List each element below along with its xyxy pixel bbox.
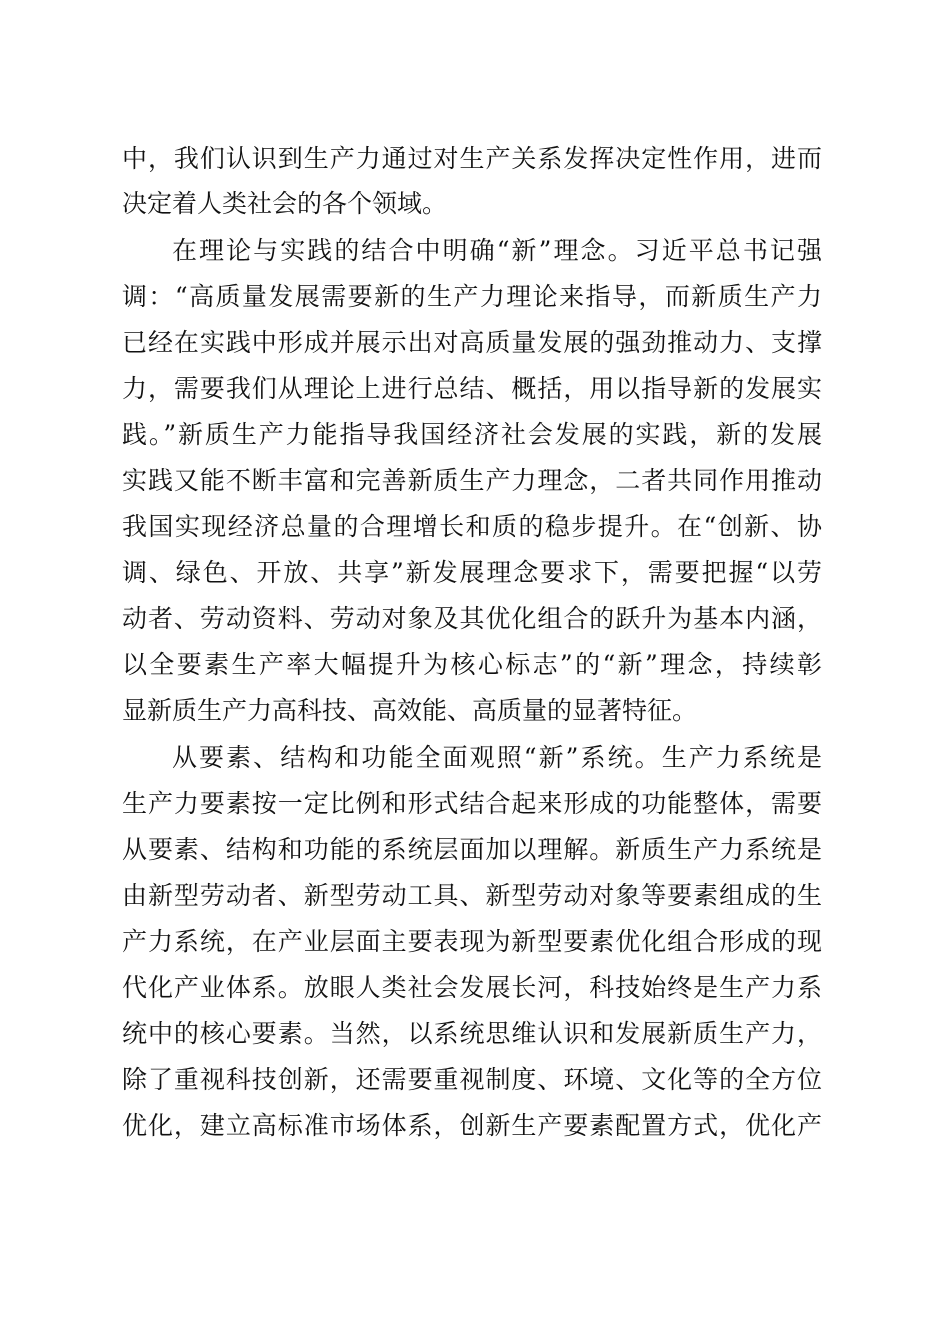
text-line: 从要素、结构和功能的系统层面加以理解。新质生产力系统是 — [122, 835, 822, 864]
paragraph-heading-line: 从要素、结构和功能全面观照“新”系统。生产力系统是 — [172, 743, 822, 772]
paragraph-heading-line: 在理论与实践的结合中明确“新”理念。习近平总书记强 — [172, 236, 822, 265]
text-line: 生产力要素按一定比例和形式结合起来形成的功能整体，需要 — [122, 789, 822, 818]
text-line: 以全要素生产率大幅提升为核心标志”的“新”理念，持续彰 — [122, 650, 822, 679]
text-line: 统中的核心要素。当然，以系统思维认识和发展新质生产力， — [122, 1019, 822, 1048]
text-line: 实践又能不断丰富和完善新质生产力理念，二者共同作用推动 — [122, 466, 822, 495]
text-line: 产力系统，在产业层面主要表现为新型要素优化组合形成的现 — [122, 927, 822, 956]
text-line: 除了重视科技创新，还需要重视制度、环境、文化等的全方位 — [122, 1065, 822, 1094]
text-line: 代化产业体系。放眼人类社会发展长河，科技始终是生产力系 — [122, 973, 822, 1002]
text-line: 决定着人类社会的各个领域。 — [122, 189, 448, 218]
text-line: 优化，建立高标准市场体系，创新生产要素配置方式，优化产 — [122, 1111, 822, 1140]
text-line: 动者、劳动资料、劳动对象及其优化组合的跃升为基本内涵， — [122, 604, 822, 633]
text-line: 调、绿色、开放、共享”新发展理念要求下，需要把握“以劳 — [122, 558, 822, 587]
text-line: 力，需要我们从理论上进行总结、概括，用以指导新的发展实 — [122, 374, 822, 403]
text-line: 践。”新质生产力能指导我国经济社会发展的实践，新的发展 — [122, 420, 822, 449]
text-line: 已经在实践中形成并展示出对高质量发展的强劲推动力、支撑 — [122, 328, 822, 357]
text-line: 由新型劳动者、新型劳动工具、新型劳动对象等要素组成的生 — [122, 881, 822, 910]
text-line: 调：“高质量发展需要新的生产力理论来指导，而新质生产力 — [122, 282, 822, 311]
text-line: 显新质生产力高科技、高效能、高质量的显著特征。 — [122, 696, 698, 725]
text-line: 我国实现经济总量的合理增长和质的稳步提升。在“创新、协 — [122, 512, 822, 541]
text-line: 中，我们认识到生产力通过对生产关系发挥决定性作用，进而 — [122, 144, 822, 173]
